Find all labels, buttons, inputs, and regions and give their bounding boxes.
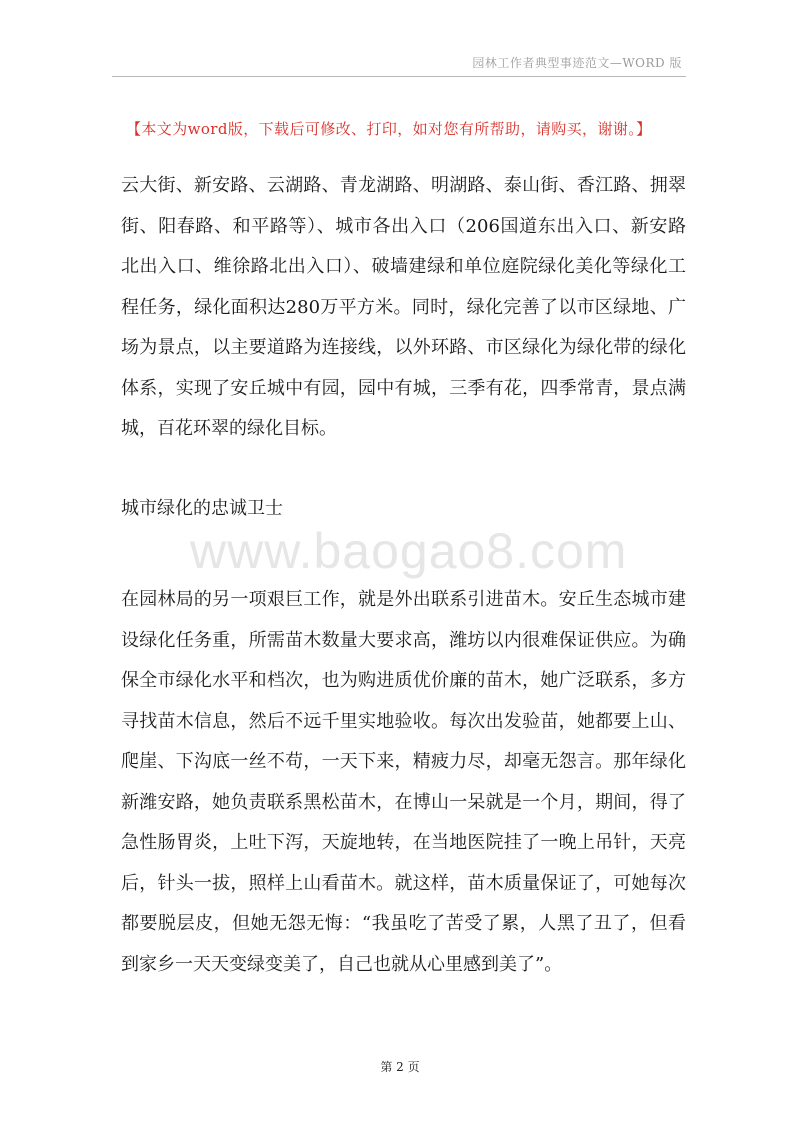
purchase-notice: 【本文为word版，下载后可修改、打印，如对您有所帮助，请购买，谢谢。】 xyxy=(126,120,652,138)
body-paragraph-2: 在园林局的另一项艰巨工作，就是外出联系引进苗木。安丘生态城市建设绿化任务重，所需苗木数量大要求高，潍坊以内很难保证供应。为确保全市绿化水平和档次，也为购进质优价廉的苗木，她广泛联系，多方寻找苗木信息，然后不远千里实地验收。每次出发验苗，她都要上山、爬崖、下沟底一丝不苟，一天下来，精疲力尽，却毫无怨言。那年绿化新潍安路，她负责联系黑松苗木，在博山一呆就是一个月，期间，得了急性肠胃炎，上吐下泻，天旋地转，在当地医院挂了一晚上吊针，天亮后，针头一拔，照样上山看苗木。就这样，苗木质量保证了，可她每次都要脱层皮，但她无怨无悔：“我虽吃了苦受了累，人黑了丑了，但看到家乡一天天变绿变美了，自己也就从心里感到美了”。 xyxy=(121,589,686,975)
section-title: 城市绿化的忠诚卫士 xyxy=(121,498,283,519)
header-rule xyxy=(112,76,686,77)
watermark-text: www.baogao8.com xyxy=(190,523,628,579)
page-number: 第 2 页 xyxy=(380,1060,420,1074)
running-header: 园林工作者典型事迹范文—WORD 版 xyxy=(472,56,682,70)
body-paragraph-1: 云大街、新安路、云湖路、青龙湖路、明湖路、泰山街、香江路、拥翠街、阳春路、和平路等）、城市各出入口（206国道东出入口、新安路北出入口、维徐路北出入口）、破墙建绿和单位庭院绿化美化等绿化工程任务，绿化面积达280万平方米。同时，绿化完善了以市区绿地、广场为景点，以主要道路为连接线，以外环路、市区绿化为绿化带的绿化体系，实现了安丘城中有园，园中有城，三季有花，四季常青，景点满城，百花环翠的绿化目标。 xyxy=(121,175,686,439)
